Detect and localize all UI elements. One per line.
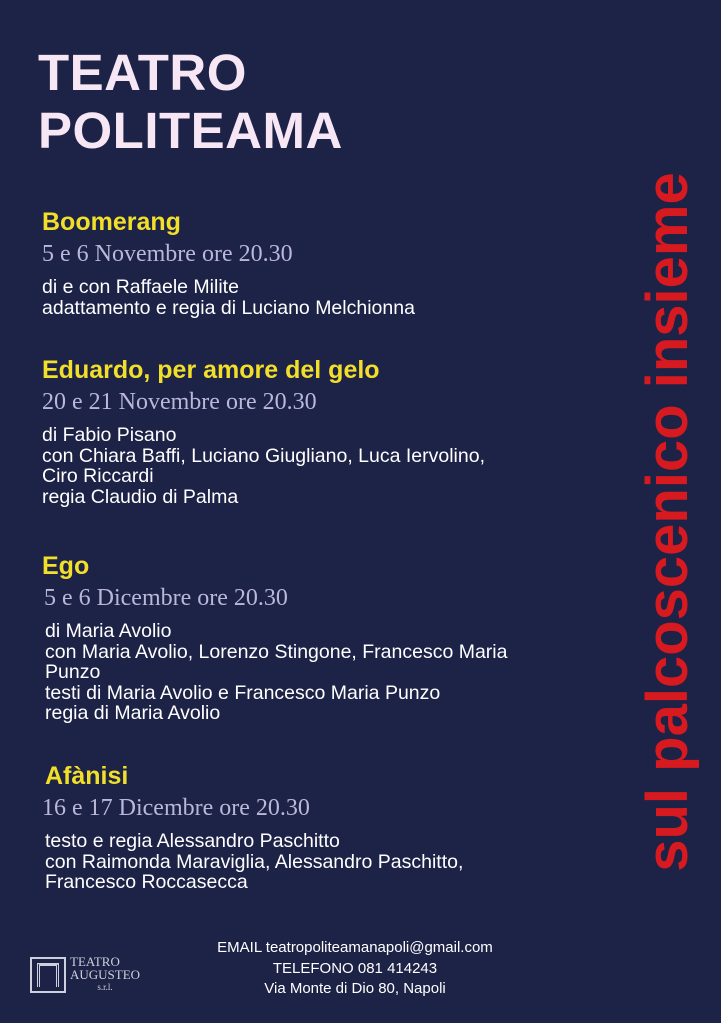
event-date: 5 e 6 Novembre ore 20.30: [42, 241, 293, 267]
event-title: Ego: [42, 552, 90, 580]
credit-line: testo e regia Alessandro Paschitto: [45, 830, 340, 852]
credit-line: di Fabio Pisano: [42, 424, 177, 446]
credit-line: di Maria Avolio: [45, 620, 172, 642]
credit-line: Ciro Riccardi: [42, 465, 154, 487]
event-date: 20 e 21 Novembre ore 20.30: [42, 389, 317, 415]
event-boomerang: [42, 207, 415, 318]
event-date: 16 e 17 Dicembre ore 20.30: [42, 795, 310, 821]
credit-line: con Chiara Baffi, Luciano Giugliano, Luca Iervolino,: [42, 444, 485, 467]
event-credits: [42, 277, 415, 318]
title-line-1: TEATRO: [38, 44, 247, 101]
credit-line: con Maria Avolio, Lorenzo Stingone, Francesco Maria: [45, 640, 508, 663]
event-afanisi: [42, 761, 464, 893]
event-title: Boomerang: [42, 208, 181, 236]
contact-address: Via Monte di Dio 80, Napoli: [264, 980, 446, 997]
contact-info: [170, 938, 540, 1000]
contact-phone: TELEFONO 081 414243: [272, 959, 438, 977]
event-title: Eduardo, per amore del gelo: [42, 356, 380, 384]
event-date: 5 e 6 Dicembre ore 20.30: [44, 585, 288, 611]
logo-line-3: s.r.l.: [97, 982, 113, 992]
event-title: Afànisi: [45, 762, 129, 790]
event-credits: [42, 621, 507, 724]
event-eduardo: [42, 355, 485, 507]
logo-line-1: TEATRO: [70, 954, 120, 969]
credit-line: regia di Maria Avolio: [45, 702, 221, 724]
teatro-augusteo-logo: [30, 955, 140, 994]
theater-icon: [30, 957, 66, 993]
logo-line-2: AUGUSTEO: [70, 967, 141, 982]
credit-line: Punzo: [45, 661, 101, 683]
credit-line: regia Claudio di Palma: [42, 485, 239, 508]
credit-line: di e con Raffaele Milite: [42, 276, 239, 298]
vertical-tagline: sul palcoscenico insieme: [635, 172, 700, 872]
credit-line: testi di Maria Avolio e Francesco Maria Punzo: [45, 681, 441, 704]
event-credits: [45, 831, 463, 893]
title-line-2: POLITEAMA: [38, 102, 343, 159]
credit-line: Francesco Roccasecca: [45, 871, 248, 893]
page-title: [38, 44, 343, 160]
contact-email: EMAIL teatropoliteamanapoli@gmail.com: [217, 939, 493, 956]
logo-text: [70, 955, 140, 994]
credit-line: con Raimonda Maraviglia, Alessandro Paschitto,: [45, 850, 464, 873]
credit-line: adattamento e regia di Luciano Melchionna: [42, 296, 415, 319]
event-credits: [42, 425, 485, 507]
event-ego: [42, 551, 507, 724]
